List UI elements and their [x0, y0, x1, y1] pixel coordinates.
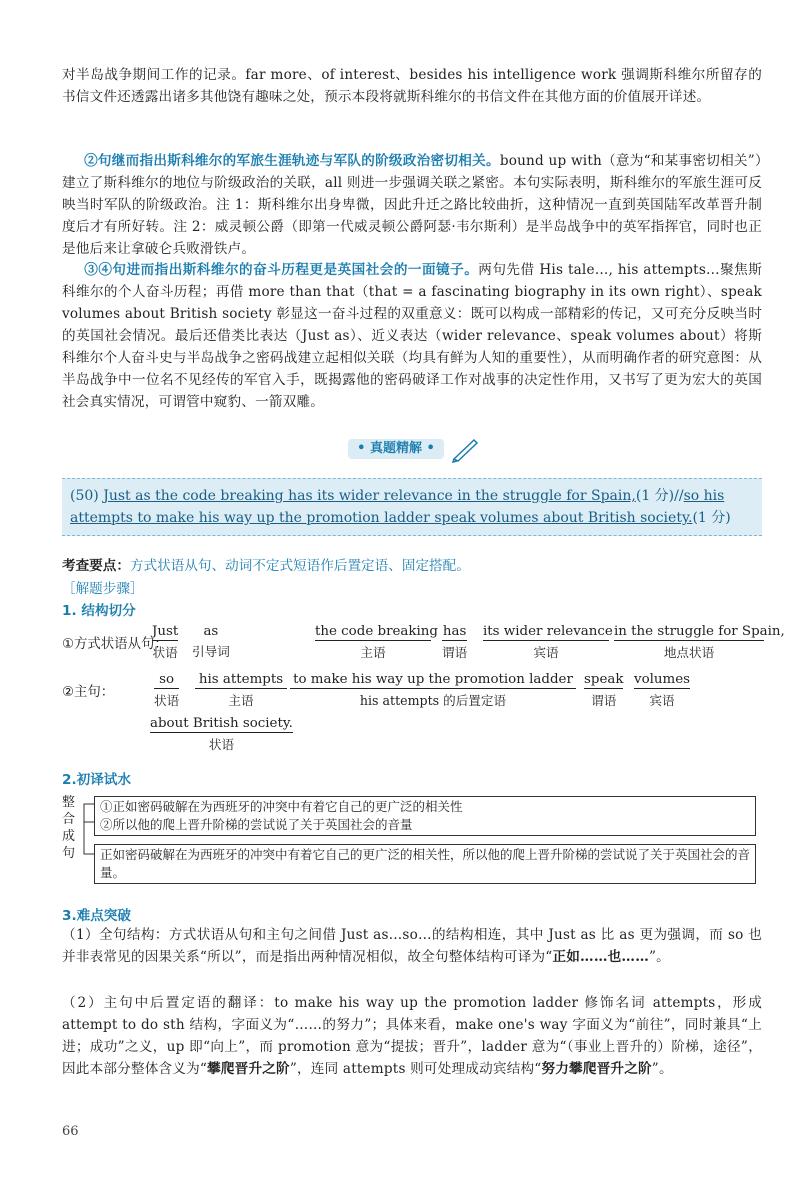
question-text: [70, 485, 760, 529]
key-points-label: 考查要点：: [62, 558, 130, 574]
paragraph-3: [62, 259, 762, 413]
merged-translation: 正如密码破解在为西班牙的冲突中有着它自己的更广泛的相关性，所以他的爬上晋升阶梯的尝试说了关于英国社会的音量。: [100, 847, 751, 880]
paragraph-text: 两句先借 His tale…, his attempts…聚焦斯科维尔的个人奋斗历程；再借 more than that（that = a fascinating biography in its own right）、speak volumes about British society 彰显这一奋斗过程的双重意义：既可以构成一部精彩的传记，又可充分反映当时的英国社会情况。最后还借类比表达（Just as）、近义表达（wider relevance、speak volumes about）将斯科维尔个人奋斗史与半岛战争之密码战建立起相似关联（均具有鲜为人知的重要性），从而明确作者的研究意图：从半岛战争中一位名不见经传的军官入手，既揭露他的密码破译工作对战事的决定性作用，又书写了更为宏大的英国社会真实情况，可谓管中窥豹、一箭双雕。: [62, 262, 763, 410]
merged-box: [94, 844, 756, 884]
segment-predicate: has 谓语: [442, 624, 468, 660]
segment-just: Just 状语: [152, 624, 179, 660]
segment-object: volumes 宾语: [634, 672, 691, 708]
draft-translation: [62, 794, 762, 889]
question-number: (50): [70, 488, 99, 504]
draft-box: [94, 796, 756, 836]
difficulty-2: （2）主句中后置定语的翻译：to make his way up the promotion ladder 修饰名词 attempts，形成 attempt to do sth 结构，字面义为“……的努力”；具体来看，make one's way 字面义为“前往”，同时兼具“上进；成功”之义，up 即“向上”，而 promotion 意为“提拔；晋升”，ladder 意为“（事业上晋升的）阶梯，途径”，因此本部分整体含义为“攀爬晋升之阶”，连同 attempts 则可处理成动宾结构“努力攀爬晋升之阶”。: [62, 995, 762, 1077]
paragraph-2: [62, 150, 762, 260]
banner-title: • 真题精解 •: [348, 439, 444, 459]
segment-adverbial: about British society. 状语: [150, 716, 293, 752]
highlight-text: ③④句进而指出斯科维尔的奋斗历程更是英国社会的一面镜子。: [84, 262, 479, 278]
clause-label: ②主句：: [62, 685, 115, 700]
section-banner: [300, 437, 500, 463]
paragraph-text: bound up with（意为“和某事密切相关”）建立了斯科维尔的地位与阶级政治的关联，all 则进一步强调关联之紧密。本句实际表明，斯科维尔的军旅生涯可反映当时军队的阶级政治。注 1：斯科维尔出身卑微，因此升迁之路比较曲折，这种情况一直到英国陆军改革晋升制度后才有所好转。注 2：威灵顿公爵（即第一代威灵顿公爵阿瑟·韦尔斯利）是半岛战争中的英军指挥官，同时也正是他后来让拿破仑兵败滑铁卢。: [62, 153, 763, 257]
structure-clause-2-cont: [150, 716, 350, 756]
structure-clause-2: [62, 672, 762, 716]
segment-subject: his attempts 主语: [195, 672, 287, 709]
question-part-1: Just as the code breaking has its wider relevance in the struggle for Spain,: [103, 488, 636, 504]
step-1-heading: 1. 结构切分: [62, 603, 136, 619]
score-2: (1 分): [692, 510, 731, 526]
exam-question: [62, 478, 762, 536]
draft-line-1: ①正如密码破解在为西班牙的冲突中有着它自己的更广泛的相关性: [100, 799, 463, 814]
steps-label: ［解题步骤］: [62, 581, 144, 597]
score-1: (1 分)//: [635, 488, 684, 504]
segment-attributive: to make his way up the promotion ladder his attempts 的后置定语: [290, 672, 576, 709]
key-points-text: 方式状语从句、动词不定式短语作后置定语、固定搭配。: [129, 558, 470, 574]
difficulty-1: （1）全句结构：方式状语从句和主句之间借 Just as…so…的结构相连，其中 Just as 比 as 更为强调，而 so 也并非表常见的因果关系“所以”，而是指出两种情况相似，故全句整体结构可译为“正如……也……”。: [62, 927, 762, 965]
segment-as: as 引导词: [192, 624, 230, 659]
segment-object: its wider relevance 宾语: [483, 624, 613, 660]
bold-phrase: 攀爬晋升之阶: [207, 1061, 290, 1077]
merge-label: 整合成句: [62, 795, 76, 861]
bracket-connector: [76, 794, 96, 889]
step-2-heading: 2.初译试水: [62, 772, 131, 788]
question-part-2a: so his: [683, 488, 725, 504]
key-points: [62, 554, 470, 574]
structure-clause-1: [62, 624, 785, 668]
question-part-2b: attempts to make his way up the promotion ladder speak volumes about British society.: [70, 510, 693, 526]
segment-so: so 状语: [154, 672, 180, 708]
clause-label: ①方式状语从句：: [62, 637, 168, 652]
highlight-text: ②句继而指出斯科维尔的军旅生涯轨迹与军队的阶级政治密切相关。: [84, 153, 500, 169]
bold-phrase: 努力攀爬晋升之阶: [541, 1061, 652, 1077]
bold-phrase: 正如……也……: [552, 949, 649, 965]
segment-adverbial: in the struggle for Spain, 地点状语: [614, 624, 785, 660]
step-3-heading: 3.难点突破: [62, 908, 131, 924]
paragraph-intro: [62, 64, 762, 108]
paragraph-text: 对半岛战争期间工作的记录。far more、of interest、besides his intelligence work 强调斯科维尔所留存的书信文件还透露出诸多其他饶有趣味之处，预示本段将就斯科维尔的书信文件在其他方面的价值展开详述。: [62, 67, 762, 105]
segment-predicate: speak 谓语: [584, 672, 624, 708]
page-number: 66: [62, 1124, 79, 1139]
pen-icon: [450, 437, 480, 463]
segment-subject: the code breaking 主语: [315, 624, 438, 660]
draft-line-2: ②所以他的爬上晋升阶梯的尝试说了关于英国社会的音量: [100, 817, 413, 832]
